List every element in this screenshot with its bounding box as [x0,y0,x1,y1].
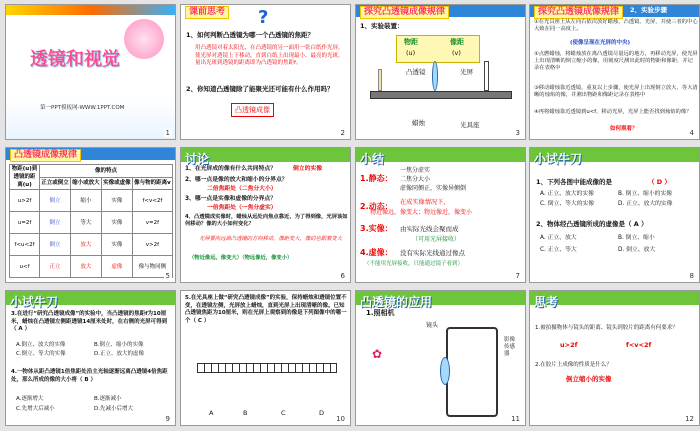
slide-header: 凸透镜成像规律 [10,149,81,162]
table-cell: 倒立 [40,234,71,256]
u-label: (u) [406,49,416,57]
option: A. 正立、放大 [540,235,577,241]
table-cell: f<u<2f [10,234,40,256]
question-3: 3.在进行“研究凸透镜成像”的实验中，当凸透镜的焦距f为10厘米，蜡烛在凸透镜左侧距透镜14厘米处时，在右侧的光屏可得到（ A ） [11,311,168,332]
step-1: ①在光具座上从左向右依次放好蜡烛、凸透镜、光屏，并使三者的中心大致在同一高度上。 [534,19,698,32]
slide-number: 10 [336,415,345,423]
slide-4[interactable] [529,4,700,140]
slide-number: 4 [689,129,694,137]
slide-header: 小试牛刀 [534,152,583,166]
slide-1[interactable] [5,4,176,140]
slide-header: 探究凸透镜成像规律 [360,6,449,19]
slide-5[interactable] [5,147,176,283]
summary-dynamic-1: 在成实像情况下， [400,199,450,206]
slide-header: 小试牛刀 [10,295,59,309]
slide-number: 7 [515,272,520,280]
option: A. 正立、放大的实像 [540,191,594,197]
table-cell: v>2f [132,234,172,256]
table-header: 像与物的距离v [132,177,172,190]
option: B. 倒立、缩小 [618,235,655,241]
answer-3: 一倍焦距处（一焦分虚实） [207,205,277,211]
answer-5: （物近像远，像变大）（物远像近，像变小） [189,255,293,261]
summary-static-2: 二焦分大小 [400,176,431,183]
step-1-note: (使像呈现在光屏的中央) [570,40,631,46]
slide-number: 12 [685,415,694,423]
question-3: 3、哪一点是实像和虚像的分界点？ [185,196,276,202]
summary-real-2: （可用光屏接收） [412,236,461,243]
step-4-question: 如何观看？ [610,126,638,132]
summary-dynamic-2: 物近像远，像变大；物远像近，像变小 [370,209,473,216]
option: C.先增大后减小 [16,406,55,412]
table-cell: 放大 [70,256,101,278]
title-stripe [6,5,176,15]
option: B.逐渐减小 [94,396,122,402]
table-cell: 实像 [101,190,132,212]
question-2: 2、哪一点是像的放大和缩小的分界点？ [185,177,288,183]
slide-header: 小结 [360,152,385,166]
question-mark-icon: ? [258,7,269,28]
slide-number: 6 [340,272,345,280]
question-2: 2.在胶片上成像的性质是什么？ [535,362,612,368]
choice-d: D [319,409,325,417]
slide-header: 凸透镜的应用 [360,295,433,309]
step-2: ②点燃蜡烛，将蜡烛放在离凸透镜尽量远的地方，再移动光屏，使光屏上出现清晰的倒立缩小的像，用刻度尺测出此时的物距和像距，并记录在表格中 [534,51,698,71]
table-header: 缩小或放大 [70,177,101,190]
question-1: 1、下列各图中能成像的是 [536,178,613,186]
slide-11[interactable] [355,290,526,426]
question-4: 4.一物体从距凸透镜1倍焦距处沿主光轴逐渐远离凸透镜4倍焦距处，那么所成的像的大小将（ B ） [11,369,168,383]
answer-3: 倒立缩小的实像 [566,375,612,383]
table-cell: f<v<2f [132,190,172,212]
slide-7[interactable] [355,147,526,283]
choice-a: A [209,409,214,417]
slide-8[interactable] [529,147,700,283]
lens-label: 凸透镜 [406,68,426,76]
slide-header: 探究凸透镜成像规律 [534,6,623,19]
footer-text: 第一PPT模板网-WWW.1PPT.COM [40,105,125,111]
question-2: 2、你知道凸透镜除了能聚光还可能有什么作用吗？ [186,85,334,93]
option: A.逐渐增大 [16,396,44,402]
option: D. 倒立、放大 [618,247,656,253]
slide-12[interactable] [529,290,700,426]
question-1: 1.被拍摄物体与镜头的距离、镜头到胶片的距离有何要求？ [535,325,678,331]
table-cell: v=2f [132,212,172,234]
summary-static-1: 一焦分虚实 [400,167,431,174]
table-row [10,190,173,212]
table-cell: 虚像 [101,256,132,278]
step-3: ③移动蜡烛靠近透镜，重复以上步骤，使光屏上出现倒立放大、等大清晰的烛焰的像，并测出物距和像距记录在表格中 [534,85,698,98]
setup-label: 1、实验装置： [360,22,404,30]
slide-number: 2 [340,129,345,137]
answer-box: 凸透镜成像 [231,103,274,117]
option: B. 倒立、缩小的实像 [618,191,673,197]
table-cell: u=2f [10,212,40,234]
answer-u: u>2f [560,341,578,349]
screen [484,61,489,91]
lens [432,61,438,91]
bench-label: 光具座 [460,121,480,129]
choice-b: B [243,409,248,417]
table-cell: 倒立 [40,212,71,234]
table-cell: 实像 [101,234,132,256]
slide-9[interactable] [5,290,176,426]
summary-real-label: 3.实像： [360,224,393,233]
summary-static-3: 虚像同侧正，实像异侧倒 [400,185,467,192]
answer-2: 二倍焦距处（二焦分大小） [207,186,277,192]
slide-number: 3 [515,129,520,137]
table-cell: 正立 [40,256,71,278]
sensor-label: 影像传感器 [504,337,516,357]
camera-lens [440,357,450,385]
object-distance-label: 物距 [404,38,418,46]
decor-circle [124,19,164,59]
table-cell: 像与物同侧 [132,256,172,278]
answer-v: f<v<2f [626,341,652,349]
table-row [10,212,173,234]
summary-virtual-label: 4.虚像： [360,248,393,257]
summary-real-1: 由实际光线会聚而成 [400,225,459,233]
table-header: 正立或倒立 [40,177,71,190]
question-2: 2、物体经凸透镜所成的虚像是（ A ） [536,220,648,228]
question-4: 4、凸透镜成实像时，蜡烛从远处向焦点靠近，为了得到像，光屏该如何移动？像的大小如何变化？ [185,214,348,227]
slide-10[interactable] [180,290,351,426]
slide-header: 思考 [534,295,559,309]
option: C. 倒立、等大的实像 [540,201,595,207]
option: A.倒立、放大的实像 [16,342,66,348]
table-cell: 放大 [70,234,101,256]
camera-body [446,327,498,417]
table-cell: u<f [10,256,40,278]
slide-header: 课前思考 [185,6,229,19]
slide-number: 8 [689,272,694,280]
step-4: ④再将蜡烛靠近透镜到u<f，移动光屏，光屏上能否找到烛焰的像？ [534,109,692,115]
answer-4: 光屏要向远离凸透镜的方向移动，像距变大，像的也跟着变大 [199,236,343,242]
rules-table [9,164,173,278]
table-cell: 实像 [101,212,132,234]
steps-heading: 2、实验步骤 [630,6,668,14]
answer-1: （ D ） [648,178,671,186]
table-cell: 倒立 [40,190,71,212]
screen-label: 光屏 [460,68,473,76]
table-cell: u>2f [10,190,40,212]
option: D.正立、放大的虚像 [94,351,144,357]
measure-ruler [197,363,337,373]
table-cell: 等大 [70,212,101,234]
table-cell: 缩小 [70,190,101,212]
slide-number: 11 [511,415,520,423]
summary-static-label: 1.静态： [360,174,393,183]
slide-title: 透镜和视觉 [30,49,120,70]
table-header: 物距(u)到透镜的距离(u) [10,165,40,190]
question-1: 1、在光屏成的像有什么共同特点？ [185,166,276,172]
option: D.先减小后增大 [94,406,133,412]
choice-c: C [281,409,286,417]
slide-3[interactable] [355,4,526,140]
image-distance-label: 像距 [450,38,464,46]
slide-2[interactable] [180,4,351,140]
slide-number: 1 [165,129,170,137]
slide-6[interactable] [180,147,351,283]
table-header: 像的特点 [40,165,173,178]
optical-bench [370,91,512,99]
answer-1: 用凸透镜对着太阳光，在凸透镜的另一面用一张白纸作光屏，使光屏对透镜上下移动，直到白纸上出现最小、最亮的光斑，量出光斑到透镜的距离即为凸透镜的焦距f。 [195,45,344,66]
option: B.倒立、缩小的实像 [94,342,144,348]
table-row [10,234,173,256]
candle-label: 蜡烛 [412,119,425,127]
table-header: 实像或虚像 [101,177,132,190]
option: D. 正立、放大的实像 [618,201,673,207]
question-1: 1、如何判断凸透镜为哪一个凸透镜的焦距？ [186,31,315,39]
v-label: (v) [452,49,461,57]
slide-number: 9 [165,415,170,423]
candle [378,69,382,91]
slide-number: 5 [165,272,170,280]
answer-1: 倒立的实像 [293,166,322,172]
question-5: 5.在光具座上做“研究凸透镜成像”的实验，保持蜡烛和透镜位置不变，在透镜左侧，光屏放上蜡烛，直到光屏上出现清晰的像。已知凸透镜焦距为10厘米，则在光屏上观察到的像是下列图像中的哪一个（ C ） [185,295,347,324]
table-row [10,256,173,278]
camera-heading: 1.照相机 [366,309,395,317]
option: C. 正立、等大 [540,247,577,253]
summary-virtual-2: （不能用光屏接收，只能通过镜子看到） [364,261,464,267]
flower-icon: ✿ [372,347,383,361]
summary-virtual-1: 没有实际光线通过像点 [400,249,465,257]
option: C.倒立、等大的实像 [16,351,66,357]
slide-header: 讨论 [185,152,210,166]
summary-dynamic-label: 2.动态： [360,202,393,211]
lens-label: 镜头 [426,322,439,329]
